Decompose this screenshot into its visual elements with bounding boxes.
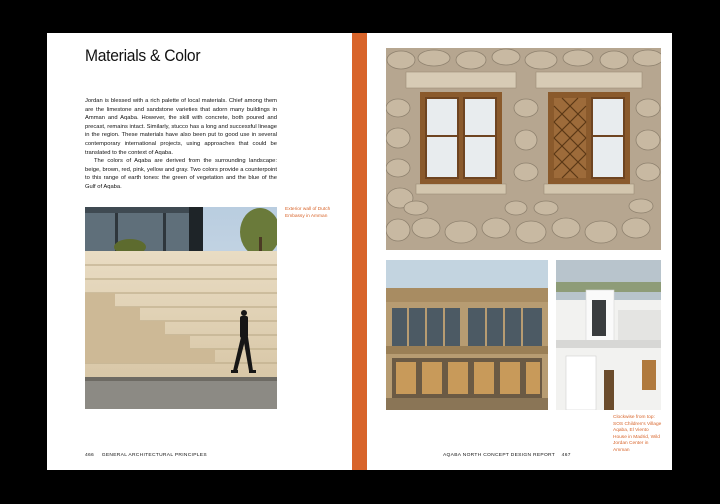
sos-childrens-village-photo: [386, 260, 548, 410]
left-photo-caption: Exterior wall of Dutch Embassy in Amman: [285, 207, 331, 219]
right-footer-label: AQABA NORTH CONCEPT DESIGN REPORT: [443, 453, 555, 458]
magazine-spread: [47, 33, 672, 470]
orange-gutter-band: [352, 33, 367, 470]
left-footer-label: GENERAL ARCHITECTURAL PRINCIPLES: [101, 453, 207, 458]
el-viento-house-photo: [556, 260, 661, 410]
right-photo-caption: Clockwise from top: SOS Children's Village Aqaba, El Viento House in Madrid, Wild Jordan Center in Amman: [613, 415, 662, 453]
stone-wall-photo: [386, 48, 661, 250]
right-page-number: 467: [561, 453, 571, 458]
dutch-embassy-photo: [85, 207, 277, 409]
paragraph-1: Jordan is blessed with a rich palette of local materials. Chief among them are the limestone and sandstone varieties that adorn many buildings in Amman and Aqaba. However, the skill with concrete, both poured and precast, remains intact. Similarly, stucco has a long and successful lineage in the region. These materials have also been put to good use in several contemporary international projects, using approaches that could be translated to the context of Aqaba.: [85, 98, 277, 156]
left-footer: [85, 453, 207, 458]
left-page-number: 466: [85, 453, 95, 458]
body-text: [85, 97, 277, 192]
paragraph-2: The colors of Aqaba are derived from the surrounding landscape: beige, brown, red, pink, yellow and gray. Two colors provide a counterpoint to this range of earth tones: the green of vegetation and the blue of the Gulf of Aqaba.: [85, 158, 277, 190]
right-footer: [443, 453, 571, 458]
page-title: Materials & Color: [85, 46, 201, 65]
